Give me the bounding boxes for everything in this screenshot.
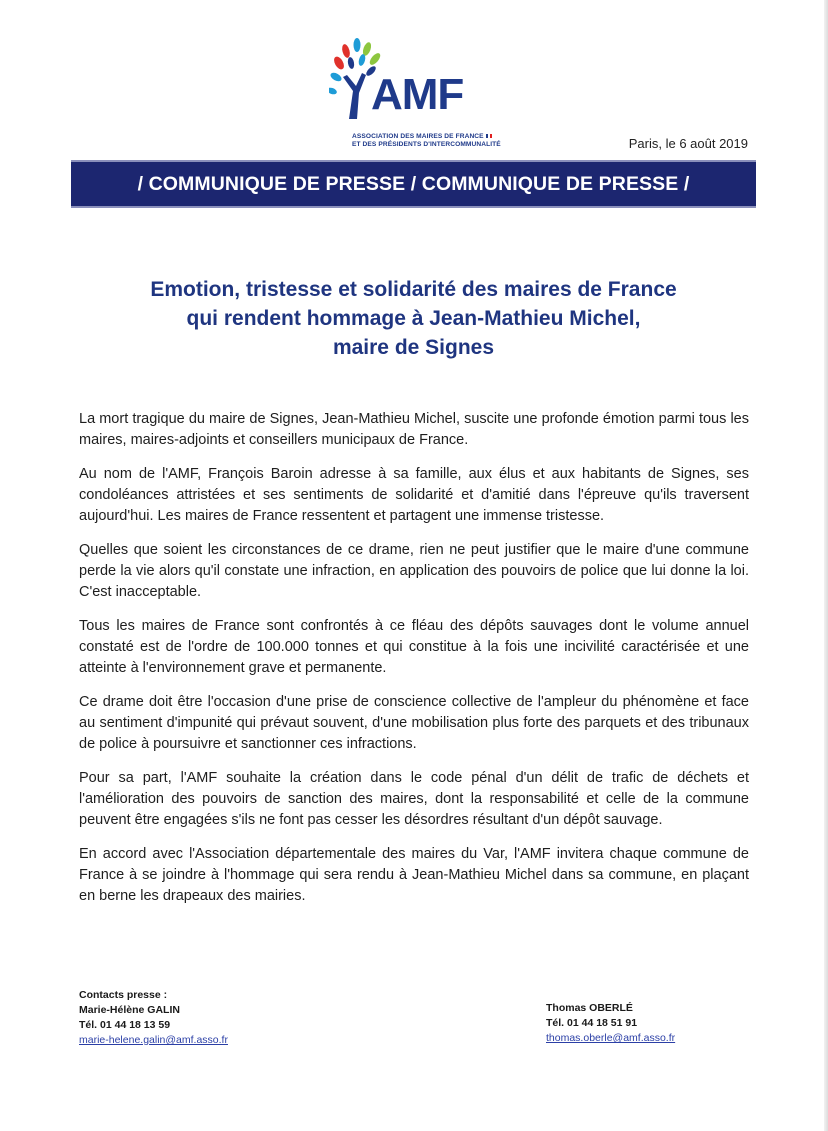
headline-line-1: Emotion, tristesse et solidarité des maires de France [150,278,677,301]
page-edge [824,0,828,1131]
paragraph-2: Au nom de l'AMF, François Baroin adresse à sa famille, aux élus et aux habitants de Signes, ses condoléances attristées et ses sentiments de solidarité et d'amitié dans l'épreuve qu'ils traversent aujourd'hui. Les maires de France ressentent et partagent une immense tristesse. [79,466,749,524]
press-release-body [79,409,749,920]
paragraph-7: En accord avec l'Association départementale des maires du Var, l'AMF invitera chaque commune de France à se joindre à l'hommage qui sera rendu à Jean-Mathieu Michel dans sa commune, en plaçant en berne les drapeaux des mairies. [79,846,749,904]
logo-subtitle-line1: ASSOCIATION DES MAIRES DE FRANCE [352,133,492,141]
banner-text: / COMMUNIQUE DE PRESSE / COMMUNIQUE DE PRESSE / [137,172,690,195]
contact-email-link[interactable]: thomas.oberle@amf.asso.fr [546,1032,676,1044]
paragraph-5: Ce drame doit être l'occasion d'une prise de conscience collective de l'ampleur du phénomène et face au sentiment d'impunité qui prévaut souvent, d'une mobilisation plus forte des parquets et des tribunaux de police à poursuivre et sanctionner ces infractions. [79,694,749,752]
contact-email-link[interactable]: marie-helene.galin@amf.asso.fr [79,1034,228,1046]
logo-subtitle-line2: ET DES PRÉSIDENTS D'INTERCOMMUNALITÉ [352,141,501,148]
paragraph-1: La mort tragique du maire de Signes, Jean-Mathieu Michel, suscite une profonde émotion parmi tous les maires, maires-adjoints et conseillers municipaux de France. [79,411,749,448]
press-release-banner [71,160,756,208]
french-flag-icon [486,134,492,138]
paragraph-3: Quelles que soient les circonstances de ce drame, rien ne peut justifier que le maire d'une commune perde la vie alors qu'il constate une infraction, en application des pouvoirs de police que lui donne la loi. C'est inacceptable. [79,542,749,600]
amf-logo [329,33,501,148]
headline-line-3: maire de Signes [332,336,495,359]
paragraph-6: Pour sa part, l'AMF souhaite la création dans le code pénal d'un délit de trafic de déchets et l'amélioration des pouvoirs de sanction des maires, dont la responsabilité et celle de la commune peuvent être engagées s'ils ne font pas cesser les désordres résultant d'un dépôt sauvage. [79,770,749,828]
headline-line-2: qui rendent hommage à Jean-Mathieu Michel, [186,307,641,330]
press-contact-left [79,988,228,1048]
contacts-heading: Contacts presse : [79,989,168,1001]
contact-name: Marie-Hélène GALIN [79,1004,180,1016]
paragraph-4: Tous les maires de France sont confrontés à ce fléau des dépôts sauvages dont le volume annuel constaté est de l'ordre de 100.000 tonnes et qui constitue à la fois une incivilité caractérisée et une atteinte à l'environnement grave et permanente. [79,618,749,676]
contact-phone: Tél. 01 44 18 51 91 [546,1017,638,1029]
contact-phone: Tél. 01 44 18 13 59 [79,1019,171,1031]
press-contact-right [546,1001,675,1046]
logo-wordmark: AMF [371,70,464,119]
press-release-date: Paris, le 6 août 2019 [628,136,748,151]
headline [71,275,756,362]
contact-name: Thomas OBERLÉ [546,1002,633,1014]
